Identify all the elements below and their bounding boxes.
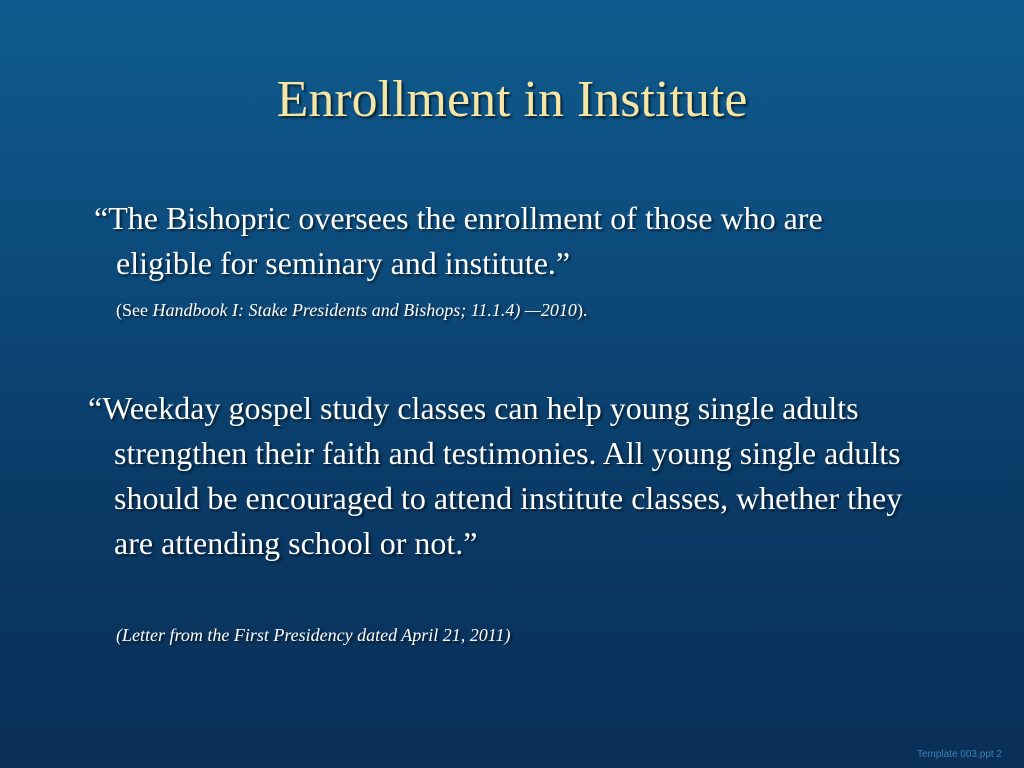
first-presidency-quote: “Weekday gospel study classes can help young single adults strengthen their faith and testimonies. All young single adults should be encouraged to attend institute classes, whether they are attending school or not.”	[88, 390, 903, 561]
slide-footer: Template 003.ppt 2	[916, 749, 1002, 760]
bishopric-quote: “The Bishopric oversees the enrollment of those who are eligible for seminary and institute.”	[94, 200, 823, 281]
letter-citation: (Letter from the First Presidency dated April 21, 2011)	[116, 625, 511, 645]
citation-suffix: ).	[576, 300, 588, 320]
handbook-citation	[116, 298, 916, 322]
citation-source: Handbook I: Stake Presidents and Bishops; 11.1.4) —2010	[152, 300, 577, 320]
slide-title: Enrollment in Institute	[276, 71, 748, 128]
citation-prefix: (See	[116, 300, 153, 320]
